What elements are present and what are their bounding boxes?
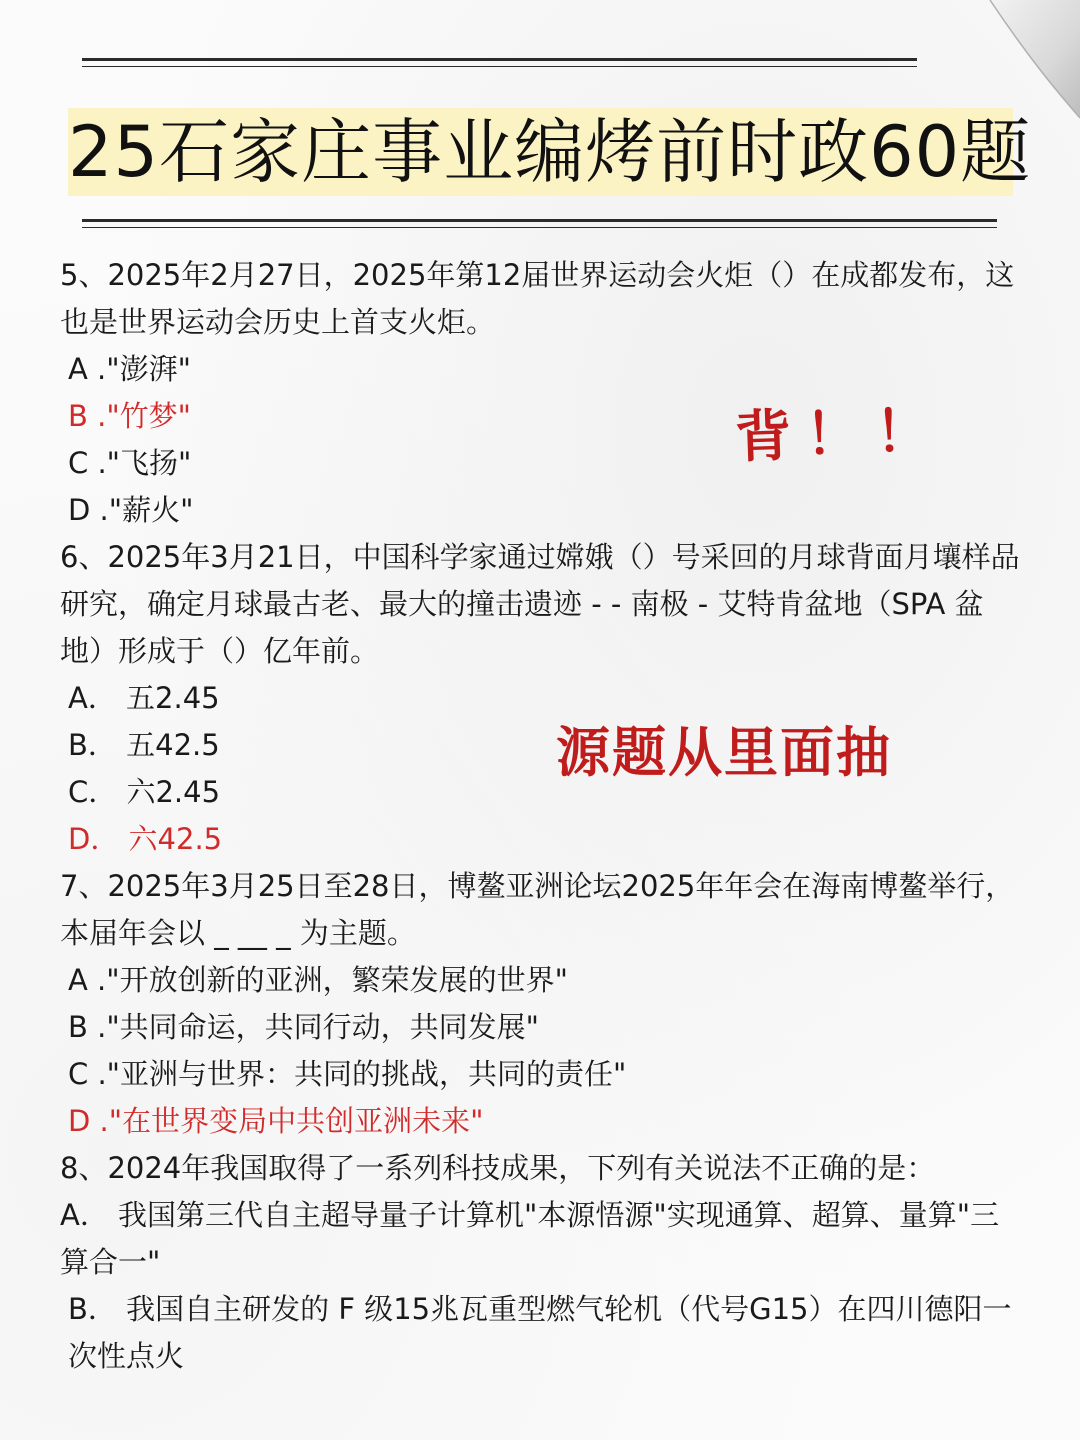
- option-b: B． 五42.5: [68, 728, 220, 762]
- top-rule-thin: [82, 66, 917, 67]
- question-stem: 6、2025年3月21日，中国科学家通过嫦娥（）号采回的月球背面月壤样品研究，确定月球最古老、最大的撞击遗迹 - - 南极 - 艾特肯盆地（SPA 盆地）形成于（）亿年前。: [60, 540, 1020, 668]
- top-rule: [82, 58, 917, 61]
- question-stem: 7、2025年3月25日至28日，博鳌亚洲论坛2025年年会在海南博鳌举行，本届年会以 _ __ _ 为主题。: [60, 869, 1015, 950]
- option-c: C ."飞扬": [68, 446, 192, 480]
- question-8: [60, 1145, 1022, 1380]
- question-stem: 8、2024年我国取得了一系列科技成果，下列有关说法不正确的是：: [60, 1151, 936, 1185]
- option-b: B． 我国自主研发的 F 级15兆瓦重型燃气轮机（代号G15）在四川德阳一次性点火: [68, 1292, 1012, 1373]
- option-b: B ."共同命运，共同行动，共同发展": [68, 1010, 540, 1044]
- option-a: A ."开放创新的亚洲，繁荣发展的世界": [68, 963, 568, 997]
- bottom-rule: [82, 219, 997, 222]
- option-d-answer: D． 六42.5: [68, 822, 223, 856]
- option-a: A． 五2.45: [68, 681, 220, 715]
- question-7: [60, 863, 1022, 1145]
- page-curl-decoration: [890, 0, 1080, 120]
- page-title: 25石家庄事业编烤前时政60题: [68, 111, 1032, 193]
- memorize-stamp: 背！！: [734, 398, 947, 471]
- option-c: C ."亚洲与世界：共同的挑战，共同的责任": [68, 1057, 627, 1091]
- option-a: A． 我国第三代自主超导量子计算机"本源悟源"实现通算、超算、量算"三算合一": [60, 1198, 1000, 1279]
- question-stem: 5、2025年2月27日，2025年第12届世界运动会火炬（）在成都发布，这也是世界运动会历史上首支火炬。: [60, 258, 1015, 339]
- source-note-stamp: 源题从里面抽: [556, 720, 892, 784]
- option-a: A ."澎湃": [68, 352, 191, 386]
- option-c: C． 六2.45: [68, 775, 221, 809]
- option-d-answer: D ."在世界变局中共创亚洲未来": [68, 1104, 484, 1138]
- option-b-answer: B ."竹梦": [68, 399, 192, 433]
- bottom-rule-thin: [82, 227, 997, 228]
- question-6: [60, 534, 1022, 863]
- option-d: D ."薪火": [68, 493, 194, 527]
